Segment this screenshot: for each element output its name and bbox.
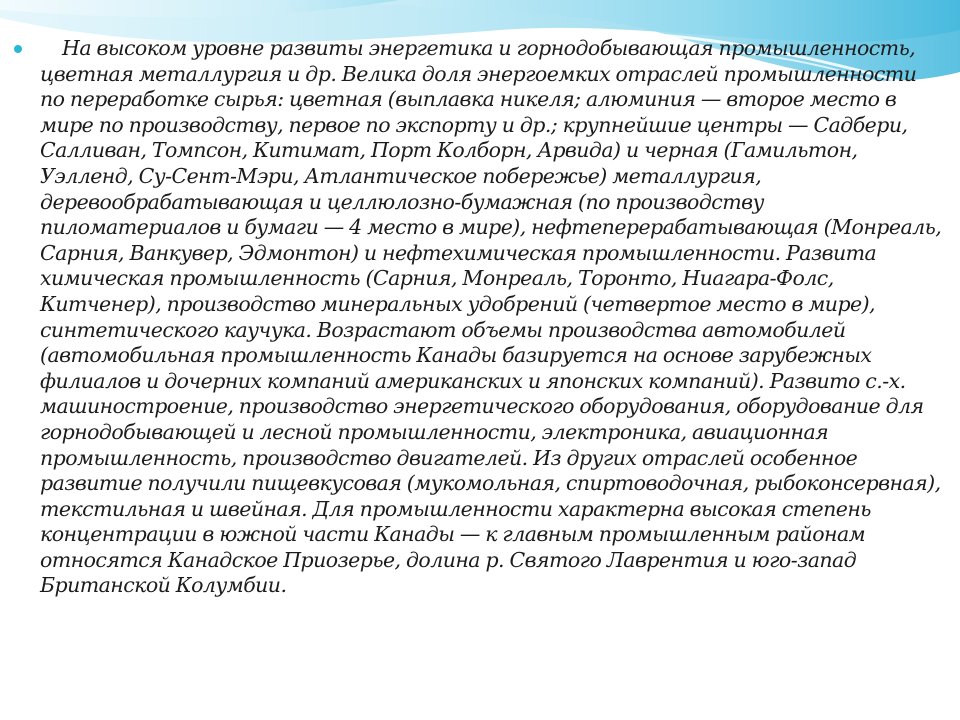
content-text-block [14,36,944,599]
body-paragraph: На высоком уровне развиты энергетика и горнодобывающая промышленность, цветная металлургия и др. Велика доля энергоемких отраслей промышленности по переработке сырья: цветная (выплавка никеля; алюминия — второе место в мире по производству, первое по экспорту и др.; крупнейшие центры — Садбери, Салливан, Томпсон, Китимат, Порт Колборн, Арвида) и черная (Гамильтон, Уэлленд, Су-Сент-Мэри, Атлантическое побережье) металлургия, деревообрабатывающая и целлюлозно-бумажная (по производству пиломатериалов и бумаги — 4 место в мире), нефтеперерабатывающая (Монреаль, Сарния, Ванкувер, Эдмонтон) и нефтехимическая промышленности. Развита химическая промышленность (Сарния, Монреаль, Торонто, Ниагара-Фолс, Китченер), производство минеральных удобрений (четвертое место в мире), синтетического каучука. Возрастают объемы производства автомобилей (автомобильная промышленность Канады базируется на основе зарубежных филиалов и дочерних компаний американских и японских компаний). Развито с.-х. машиностроение, производство энергетического оборудования, оборудование для горнодобывающей и лесной промышленности, электроника, авиационная промышленность, производство двигателей. Из других отраслей особенное развитие получили пищевкусовая (мукомольная, спиртоводочная, рыбоконсервная), текстильная и швейная. Для промышленности характерна высокая степень концентрации в южной части Канады — к главным промышленным районам относятся Канадское Приозерье, долина р. Святого Лаврентия и юго-запад Британской Колумбии. [40,36,942,598]
bullet-icon [14,45,22,53]
